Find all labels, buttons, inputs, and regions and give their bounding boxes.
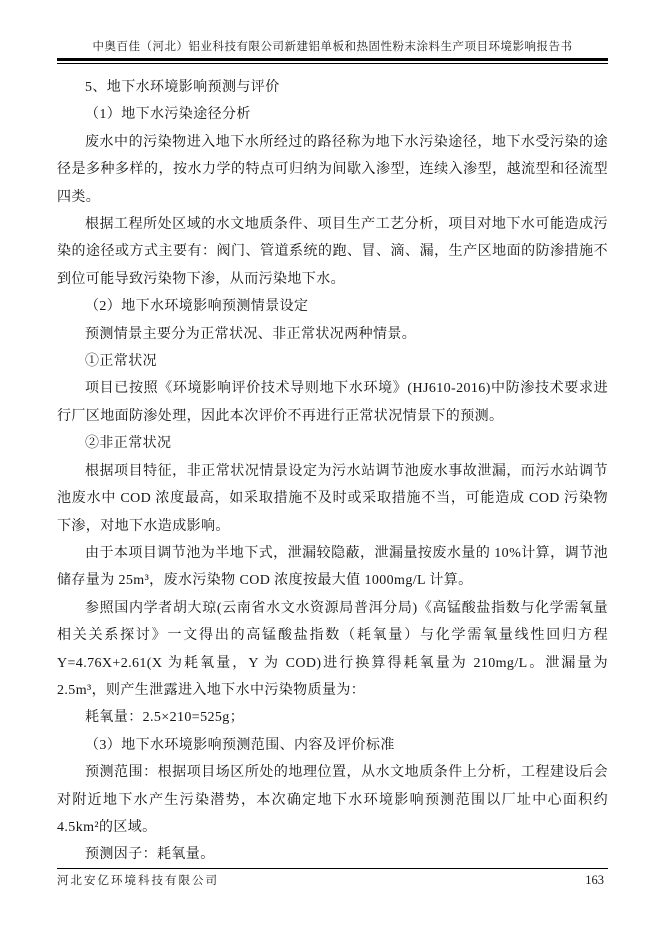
header-divider-thick-line [57, 58, 608, 61]
report-header-title: 中奥百佳（河北）铝业科技有限公司新建铝单板和热固性粉末涂料生产项目环境影响报告书 [92, 41, 573, 53]
doc-paragraph: 预测因子：耗氧量。 [85, 847, 215, 863]
page-footer [57, 868, 608, 888]
doc-paragraph: 根据工程所处区域的水文地质条件、项目生产工艺分析，项目对地下水可能造成污染的途径或方式主要有：阀门、管道系统的跑、冒、滴、漏，生产区地面的防渗措施不到位可能导致污染物下渗，从而污染地下水。 [57, 217, 608, 287]
doc-paragraph: ②非正常状况 [85, 436, 172, 452]
doc-paragraph: 项目已按照《环境影响评价技术导则地下水环境》(HJ610-2016)中防渗技术要求进行厂区地面防渗处理，因此本次评价不再进行正常状况情景下的预测。 [57, 381, 608, 424]
doc-paragraph: 预测范围：根据项目场区所处的地理位置，从水文地质条件上分析，工程建设后会对附近地下水产生污染潜势，本次确定地下水环境影响预测范围以厂址中心面积约 4.5km²的区域。 [57, 765, 608, 835]
doc-paragraph: ①正常状况 [85, 354, 157, 370]
footer-company-name: 河北安亿环境科技有限公司 [57, 875, 219, 887]
doc-paragraph: 根据项目特征，非正常状况情景设定为污水站调节池废水事故泄漏，而污水站调节池废水中 COD 浓度最高，如采取措施不及时或采取措施不当，可能造成 COD 污染物下渗，对地下水造成影响。 [57, 463, 608, 534]
doc-paragraph: 废水中的污染物进入地下水所经过的路径称为地下水污染途径，地下水受污染的途径是多种多样的，按水力学的特点可归纳为间歇入渗型，连续入渗型，越流型和径流型四类。 [57, 134, 608, 205]
doc-paragraph: 参照国内学者胡大琼(云南省水文水资源局普洱分局)《高锰酸盐指数与化学需氧量相关关系探讨》一文得出的高锰酸盐指数（耗氧量）与化学需氧量线性回归方程 Y=4.76X+2.61(X 为耗氧量，Y 为 COD)进行换算得耗氧量为 210mg/L。泄漏量为 2.5m³，则产生泄露进入地下水中污染物质量为： [57, 600, 608, 698]
doc-paragraph: 预测情景主要分为正常状况、非正常状况两种情景。 [85, 326, 417, 342]
doc-paragraph: 5、地下水环境影响预测与评价 [85, 80, 280, 95]
doc-paragraph: （3）地下水环境影响预测范围、内容及评价标准 [85, 737, 395, 753]
document-body [57, 74, 608, 869]
header-divider-thin-line [57, 63, 608, 64]
doc-paragraph: 由于本项目调节池为半地下式，泄漏较隐蔽，泄漏量按废水量的 10%计算，调节池储存量为 25m³，废水污染物 COD 浓度按最大值 1000mg/L 计算。 [57, 545, 608, 589]
header-divider [57, 58, 608, 64]
doc-paragraph: （1）地下水污染途径分析 [85, 107, 251, 123]
footer-page-number: 163 [585, 873, 604, 887]
doc-paragraph: （2）地下水环境影响预测情景设定 [85, 299, 309, 315]
doc-paragraph: 耗氧量：2.5×210=525g； [85, 710, 245, 726]
